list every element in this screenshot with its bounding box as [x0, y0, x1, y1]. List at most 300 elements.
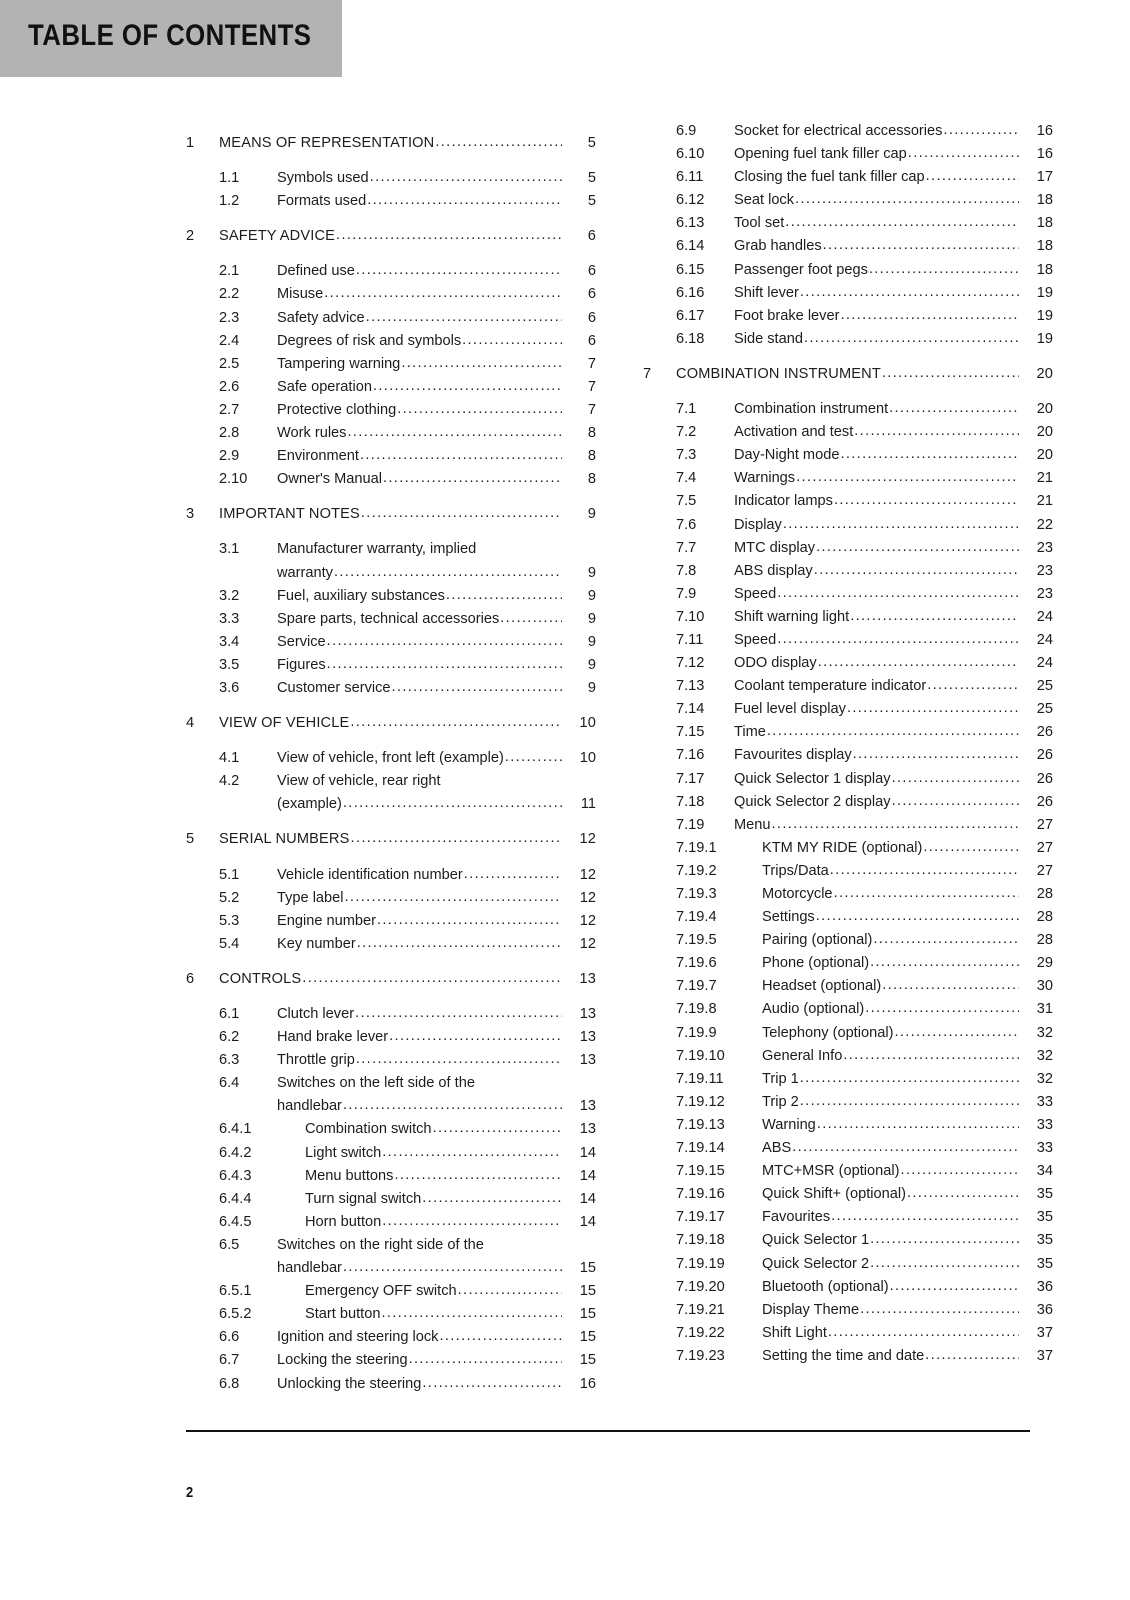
toc-leader-dots [370, 166, 562, 189]
toc-leader-dots [828, 1321, 1019, 1344]
toc-leader-dots [795, 188, 1019, 211]
toc-entry-title: Warning [762, 1116, 816, 1133]
toc-entry[interactable] [186, 1026, 596, 1049]
toc-leader-dots [433, 1117, 562, 1140]
toc-entry-title: Side stand [734, 330, 803, 347]
toc-leader-dots [908, 142, 1019, 165]
toc-leader-dots [373, 375, 562, 398]
toc-leader-dots [800, 1067, 1019, 1090]
toc-entry-page: 27 [1036, 839, 1053, 856]
toc-entry-title: Hand brake lever [277, 1029, 389, 1046]
toc-entry-page: 8 [587, 448, 596, 465]
toc-entry[interactable] [186, 864, 596, 887]
toc-leader-dots [302, 967, 562, 990]
toc-leader-dots [350, 711, 562, 734]
toc-leader-dots [834, 489, 1019, 512]
toc-entry-number: 7.19.15 [676, 1163, 725, 1180]
toc-entry-number: 7.19.6 [676, 955, 717, 972]
toc-entry-page: 30 [1036, 978, 1053, 995]
toc-entry-page: 28 [1036, 909, 1053, 926]
toc-entry[interactable] [186, 307, 596, 330]
toc-entry[interactable] [186, 562, 596, 585]
toc-entry-number: 7.19.10 [676, 1047, 725, 1064]
toc-entry[interactable] [643, 1160, 1053, 1183]
toc-entry[interactable] [643, 305, 1053, 328]
toc-entry[interactable] [186, 538, 596, 561]
toc-entry[interactable] [643, 1183, 1053, 1206]
toc-entry[interactable] [186, 1349, 596, 1372]
toc-entry[interactable] [643, 1045, 1053, 1068]
toc-leader-dots [334, 561, 562, 584]
toc-entry-number: 7.19.21 [676, 1301, 725, 1318]
toc-entry-page: 21 [1036, 470, 1053, 487]
toc-entry-page: 16 [1036, 123, 1053, 139]
toc-entry-number: 2.4 [219, 332, 240, 349]
toc-entry-title: Passenger foot pegs [734, 261, 868, 278]
toc-entry-number: 7.17 [676, 770, 705, 787]
toc-entry-page: 8 [587, 425, 596, 442]
toc-entry[interactable] [643, 1299, 1053, 1322]
toc-entry-number: 7.10 [676, 608, 705, 625]
toc-entry-title: Menu [734, 816, 771, 833]
toc-entry-number: 7.8 [676, 562, 697, 579]
toc-entry-title: Quick Selector 1 display [734, 770, 891, 787]
toc-entry-title: Switches on the right side of the [277, 1236, 484, 1253]
toc-entry-number: 6.4 [219, 1075, 240, 1092]
toc-entry-page: 28 [1036, 932, 1053, 949]
toc-entry-page: 6 [587, 263, 596, 280]
toc-entry-number: 7.19.1 [676, 839, 717, 856]
toc-entry[interactable] [186, 608, 596, 631]
toc-entry[interactable] [643, 363, 1053, 386]
toc-entry-number: 3.4 [219, 633, 240, 650]
toc-entry-number: 6.7 [219, 1352, 240, 1369]
toc-leader-dots [422, 1372, 562, 1395]
toc-entry-number: 3.5 [219, 656, 240, 673]
toc-entry[interactable] [186, 190, 596, 213]
toc-entry[interactable] [186, 654, 596, 677]
toc-leader-dots [347, 421, 562, 444]
toc-entry-page: 29 [1036, 955, 1053, 972]
toc-entry-page: 20 [1036, 401, 1053, 418]
toc-entry[interactable] [186, 1118, 596, 1141]
toc-entry[interactable] [186, 968, 596, 991]
toc-entry-page: 11 [580, 796, 596, 813]
toc-entry[interactable] [186, 353, 596, 376]
toc-entry[interactable] [643, 328, 1053, 351]
toc-entry-page: 13 [579, 970, 596, 987]
toc-entry[interactable] [643, 212, 1053, 235]
toc-entry[interactable] [643, 1091, 1053, 1114]
toc-entry[interactable] [643, 652, 1053, 675]
toc-entry[interactable] [643, 421, 1053, 444]
toc-entry-page: 34 [1036, 1163, 1053, 1180]
toc-entry[interactable] [186, 910, 596, 933]
toc-entry-number: 6 [186, 970, 195, 987]
toc-entry-title: Grab handles [734, 238, 822, 255]
toc-entry[interactable] [643, 1345, 1053, 1368]
toc-entry-page: 26 [1036, 747, 1053, 764]
toc-leader-dots [772, 813, 1019, 836]
toc-entry-page: 18 [1036, 215, 1053, 232]
toc-entry-page: 31 [1036, 1001, 1053, 1018]
toc-entry[interactable] [186, 1257, 596, 1280]
toc-entry[interactable] [643, 1137, 1053, 1160]
toc-entry-number: 6.5.1 [219, 1283, 252, 1300]
toc-entry-number: 6.9 [676, 123, 697, 139]
toc-entry-title: Start button [305, 1306, 381, 1323]
toc-entry[interactable] [643, 143, 1053, 166]
toc-leader-dots [823, 234, 1019, 257]
toc-entry-title: Light switch [305, 1144, 382, 1161]
toc-leader-dots [850, 605, 1019, 628]
toc-entry[interactable] [186, 225, 596, 248]
toc-entry-number: 6.5 [219, 1236, 240, 1253]
toc-entry[interactable] [186, 422, 596, 445]
toc-entry-page: 8 [587, 471, 596, 488]
toc-entry-number: 7.19.7 [676, 978, 717, 995]
toc-entry[interactable] [643, 444, 1053, 467]
toc-entry-title: Horn button [305, 1213, 382, 1230]
toc-leader-dots [343, 1094, 562, 1117]
toc-entry-page: 26 [1036, 770, 1053, 787]
toc-entry-page: 13 [579, 1052, 596, 1069]
toc-entry[interactable] [186, 1211, 596, 1234]
toc-entry-page: 16 [579, 1375, 596, 1392]
toc-entry[interactable] [643, 398, 1053, 421]
toc-entry-number: 5.1 [219, 866, 240, 883]
toc-leader-dots [392, 676, 562, 699]
toc-entry[interactable] [186, 793, 596, 816]
toc-entry[interactable] [186, 503, 596, 526]
page-title: TABLE OF CONTENTS [28, 19, 312, 52]
toc-entry-page: 13 [579, 1098, 596, 1115]
toc-entry[interactable] [643, 952, 1053, 975]
toc-entry[interactable] [186, 167, 596, 190]
toc-entry[interactable] [186, 1373, 596, 1396]
toc-entry[interactable] [643, 1068, 1053, 1091]
toc-entry[interactable] [186, 132, 596, 155]
toc-entry[interactable] [643, 1022, 1053, 1045]
toc-entry-number: 3.6 [219, 679, 240, 696]
toc-entry[interactable] [643, 1253, 1053, 1276]
toc-leader-dots [464, 863, 562, 886]
toc-entry[interactable] [186, 1072, 596, 1095]
toc-leader-dots [870, 1228, 1019, 1251]
toc-entry[interactable] [186, 712, 596, 735]
toc-entry-title: Quick Selector 1 [762, 1232, 870, 1249]
toc-entry-number: 7.19.18 [676, 1232, 725, 1249]
toc-entry[interactable] [186, 1326, 596, 1349]
toc-leader-dots [356, 259, 562, 282]
toc-entry[interactable] [643, 975, 1053, 998]
toc-entry-page: 12 [579, 831, 596, 848]
toc-entry[interactable] [643, 490, 1053, 513]
toc-entry[interactable] [186, 1049, 596, 1072]
toc-entry-page: 6 [587, 309, 596, 326]
toc-entry-number: 7.7 [676, 539, 697, 556]
toc-leader-dots [882, 974, 1019, 997]
toc-entry-number: 6.4.4 [219, 1190, 252, 1207]
toc-leader-dots [777, 628, 1019, 651]
toc-entry-number: 2.2 [219, 286, 240, 303]
toc-entry[interactable] [643, 467, 1053, 490]
toc-entry-title: Shift warning light [734, 608, 850, 625]
toc-entry-title: SERIAL NUMBERS [219, 831, 350, 848]
toc-entry-page: 15 [579, 1306, 596, 1323]
toc-leader-dots [870, 951, 1019, 974]
toc-entry-title: Setting the time and date [762, 1347, 925, 1364]
toc-entry[interactable] [643, 583, 1053, 606]
toc-leader-dots [800, 1090, 1019, 1113]
toc-entry[interactable] [643, 259, 1053, 282]
toc-entry-page: 15 [579, 1329, 596, 1346]
toc-entry-number: 7.19.8 [676, 1001, 717, 1018]
toc-entry[interactable] [186, 677, 596, 700]
toc-entry-page: 24 [1036, 655, 1053, 672]
toc-entry-page: 14 [579, 1190, 596, 1207]
toc-entry-title: Quick Shift+ (optional) [762, 1186, 906, 1203]
toc-leader-dots [505, 746, 562, 769]
toc-entry[interactable] [186, 399, 596, 422]
toc-leader-dots [367, 189, 562, 212]
toc-entry-page: 15 [579, 1260, 596, 1277]
toc-entry-title: Foot brake lever [734, 307, 840, 324]
toc-entry-title: View of vehicle, front left (example) [277, 750, 504, 767]
toc-entry-number: 4.2 [219, 773, 240, 790]
toc-leader-dots [792, 1136, 1019, 1159]
toc-entry-page: 6 [587, 228, 596, 245]
toc-entry-number: 2.3 [219, 309, 240, 326]
toc-entry[interactable] [643, 791, 1053, 814]
toc-entry-number: 7.16 [676, 747, 705, 764]
toc-entry-title: Day-Night mode [734, 447, 840, 464]
toc-entry-title: Closing the fuel tank filler cap [734, 169, 925, 186]
toc-entry[interactable] [186, 1280, 596, 1303]
toc-entry-title: Warnings [734, 470, 796, 487]
toc-entry[interactable] [186, 887, 596, 910]
toc-leader-dots [409, 1348, 562, 1371]
toc-entry-page: 6 [587, 286, 596, 303]
toc-entry[interactable] [643, 929, 1053, 952]
toc-entry[interactable] [186, 376, 596, 399]
toc-entry-page: 18 [1036, 261, 1053, 278]
toc-leader-dots [324, 282, 562, 305]
toc-entry-page: 13 [579, 1029, 596, 1046]
toc-leader-dots [889, 397, 1019, 420]
toc-entry[interactable] [186, 747, 596, 770]
toc-entry-page: 9 [587, 587, 596, 604]
toc-entry-page: 25 [1036, 678, 1053, 695]
toc-entry[interactable] [643, 860, 1053, 883]
toc-entry-page: 36 [1036, 1301, 1053, 1318]
toc-entry[interactable] [643, 120, 1053, 143]
toc-entry-title: Spare parts, technical accessories [277, 610, 500, 627]
toc-entry-page: 37 [1036, 1324, 1053, 1341]
toc-entry-page: 17 [1036, 169, 1053, 186]
toc-leader-dots [394, 1164, 562, 1187]
toc-entry[interactable] [186, 468, 596, 491]
toc-entry[interactable] [186, 585, 596, 608]
toc-entry-number: 6.17 [676, 307, 705, 324]
toc-entry[interactable] [643, 721, 1053, 744]
toc-entry-number: 6.10 [676, 146, 705, 163]
toc-entry-number: 7 [643, 365, 652, 382]
toc-entry-number: 6.4.2 [219, 1144, 252, 1161]
toc-entry-title: Shift Light [762, 1324, 827, 1341]
toc-entry[interactable] [643, 1229, 1053, 1252]
toc-leader-dots [900, 1159, 1019, 1182]
toc-entry-title: Turn signal switch [305, 1190, 422, 1207]
toc-entry[interactable] [186, 1165, 596, 1188]
toc-entry-page: 7 [587, 355, 596, 372]
toc-leader-dots [357, 932, 562, 955]
toc-entry-number: 1.2 [219, 193, 240, 210]
toc-entry-title: Trip 1 [762, 1070, 799, 1087]
toc-entry[interactable] [643, 166, 1053, 189]
toc-entry[interactable] [186, 330, 596, 353]
toc-entry-title: IMPORTANT NOTES [219, 506, 360, 523]
toc-entry-page: 10 [579, 750, 596, 767]
toc-entry-page: 18 [1036, 238, 1053, 255]
toc-entry[interactable] [643, 698, 1053, 721]
toc-entry-page: 14 [579, 1213, 596, 1230]
toc-entry[interactable] [186, 1303, 596, 1326]
toc-entry[interactable] [643, 675, 1053, 698]
toc-entry-title: Headset (optional) [762, 978, 882, 995]
toc-leader-dots [840, 443, 1019, 466]
toc-spacer [186, 526, 596, 538]
toc-entry[interactable] [643, 282, 1053, 305]
toc-entry-title: Favourites [762, 1209, 831, 1226]
toc-entry-number: 6.18 [676, 330, 705, 347]
toc-entry-number: 6.4.3 [219, 1167, 252, 1184]
toc-entry-title: Symbols used [277, 170, 369, 187]
toc-entry[interactable] [643, 998, 1053, 1021]
toc-entry-title: Coolant temperature indicator [734, 678, 927, 695]
toc-entry-title: Locking the steering [277, 1352, 408, 1369]
toc-entry-title: Menu buttons [305, 1167, 394, 1184]
toc-entry-number: 6.5.2 [219, 1306, 252, 1323]
toc-entry-page: 37 [1036, 1347, 1053, 1364]
toc-entry-number: 7.1 [676, 401, 697, 418]
toc-entry-page: 36 [1036, 1278, 1053, 1295]
toc-entry-title: Key number [277, 935, 356, 952]
toc-leader-dots [818, 651, 1019, 674]
toc-entry-title: Telephony (optional) [762, 1024, 894, 1041]
toc-entry-page: 12 [579, 889, 596, 906]
toc-entry[interactable] [186, 283, 596, 306]
toc-entry-page: 23 [1036, 562, 1053, 579]
toc-entry-title: Safety advice [277, 309, 365, 326]
toc-entry-title: Trips/Data [762, 862, 829, 879]
toc-entry-title: Speed [734, 585, 777, 602]
toc-entry-number: 6.1 [219, 1006, 240, 1022]
toc-entry-title: Display [734, 516, 782, 533]
toc-entry[interactable] [186, 631, 596, 654]
toc-entry-title: Ignition and steering lock [277, 1329, 439, 1346]
toc-entry[interactable] [186, 445, 596, 468]
toc-entry[interactable] [186, 933, 596, 956]
toc-entry[interactable] [643, 1276, 1053, 1299]
toc-entry[interactable] [186, 1142, 596, 1165]
toc-entry-title: Tool set [734, 215, 785, 232]
toc-entry-number: 7.14 [676, 701, 705, 718]
toc-entry-title: Seat lock [734, 192, 795, 209]
toc-column-left [186, 120, 596, 1396]
toc-leader-dots [422, 1187, 562, 1210]
toc-entry-title: Bluetooth (optional) [762, 1278, 889, 1295]
toc-leader-dots [500, 607, 562, 630]
toc-entry-title: (example) [277, 796, 342, 813]
toc-entry-number: 4 [186, 715, 195, 732]
toc-leader-dots [840, 304, 1019, 327]
toc-entry-number: 7.19.19 [676, 1255, 725, 1272]
toc-entry[interactable] [643, 1114, 1053, 1137]
toc-entry-number: 5 [186, 831, 195, 848]
toc-entry[interactable] [643, 814, 1053, 837]
toc-entry[interactable] [643, 837, 1053, 860]
toc-entry[interactable] [186, 770, 596, 793]
toc-entry[interactable] [643, 537, 1053, 560]
toc-entry-page: 33 [1036, 1140, 1053, 1157]
toc-entry[interactable] [643, 906, 1053, 929]
toc-entry[interactable] [186, 1188, 596, 1211]
toc-entry-number: 2.7 [219, 401, 240, 418]
header-banner [0, 0, 342, 77]
toc-entry-number: 6.13 [676, 215, 705, 232]
toc-column-right [643, 120, 1053, 1368]
toc-entry[interactable] [643, 1206, 1053, 1229]
toc-leader-dots [854, 420, 1019, 443]
toc-entry-page: 35 [1036, 1186, 1053, 1203]
toc-entry-number: 7.19.14 [676, 1140, 725, 1157]
toc-entry-page: 5 [587, 193, 596, 210]
toc-entry[interactable] [643, 883, 1053, 906]
toc-entry[interactable] [643, 629, 1053, 652]
toc-entry[interactable] [643, 514, 1053, 537]
toc-entry-title: Trip 2 [762, 1093, 799, 1110]
toc-entry[interactable] [186, 1095, 596, 1118]
toc-entry[interactable] [643, 235, 1053, 258]
toc-entry-number: 6.14 [676, 238, 705, 255]
toc-leader-dots [890, 1275, 1019, 1298]
toc-entry-number: 1 [186, 135, 195, 151]
toc-entry[interactable] [643, 768, 1053, 791]
toc-entry-page: 33 [1036, 1093, 1053, 1110]
toc-entry-number: 2.5 [219, 355, 240, 372]
toc-entry-page: 24 [1036, 631, 1053, 648]
toc-entry[interactable] [643, 606, 1053, 629]
toc-entry-page: 16 [1036, 146, 1053, 163]
toc-entry-title: Type label [277, 889, 344, 906]
toc-entry-title: Shift lever [734, 284, 799, 301]
toc-entry[interactable] [186, 828, 596, 851]
toc-entry[interactable] [186, 1234, 596, 1257]
toc-entry[interactable] [643, 1322, 1053, 1345]
toc-entry[interactable] [643, 744, 1053, 767]
toc-entry[interactable] [643, 560, 1053, 583]
toc-entry-page: 9 [587, 679, 596, 696]
toc-entry-page: 7 [587, 378, 596, 395]
toc-entry-number: 7.5 [676, 493, 697, 510]
toc-entry[interactable] [186, 1003, 596, 1026]
toc-entry[interactable] [186, 260, 596, 283]
toc-leader-dots [860, 1298, 1019, 1321]
toc-entry[interactable] [643, 189, 1053, 212]
toc-entry-title: Owner's Manual [277, 471, 382, 488]
toc-entry-title: Pairing (optional) [762, 932, 873, 949]
